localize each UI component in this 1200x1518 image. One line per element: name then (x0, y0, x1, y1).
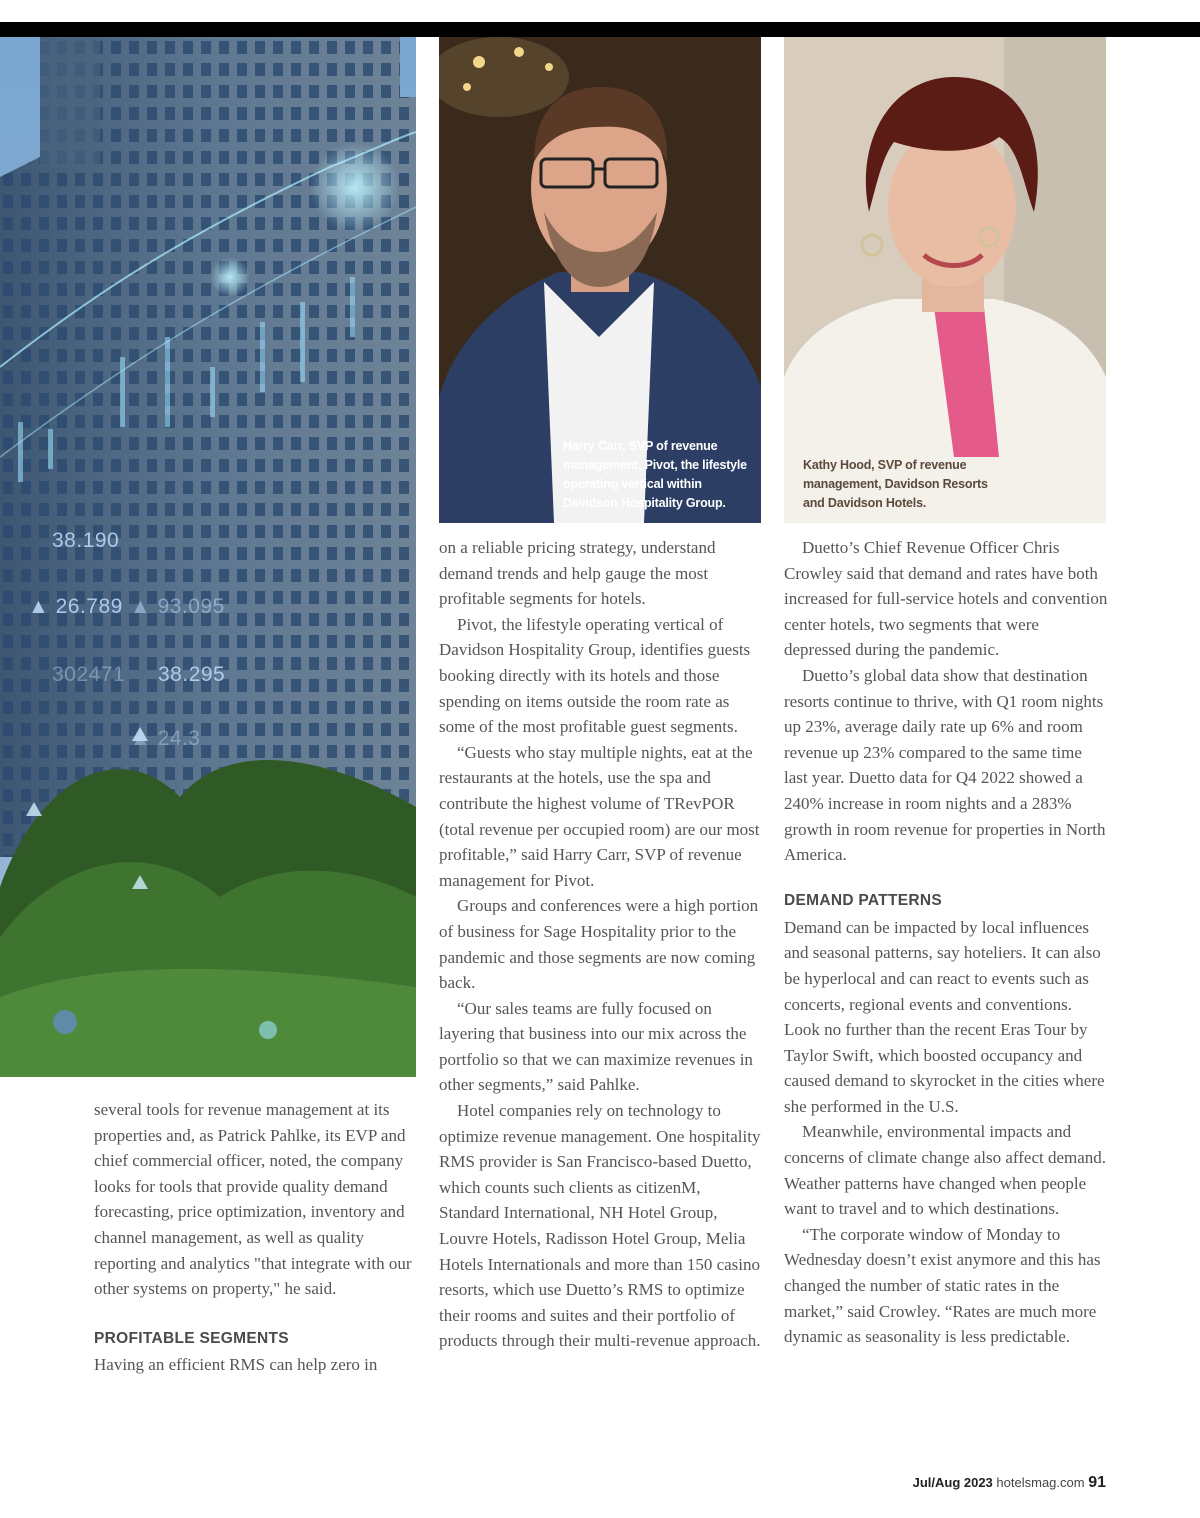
top-black-bar (0, 22, 1200, 37)
body-paragraph: Duetto’s global data show that destination resorts continue to thrive, with Q1 room nights up 23%, average daily rate up 6% and room revenue up 23% compared to the same time last year. Duetto data for Q4 2022 showed a 240% increase in room nights and a 283% growth in room revenue for properties in North America. (784, 665, 1106, 865)
body-paragraph: Pivot, the lifestyle operating vertical of Davidson Hospitality Group, identifies guests booking directly with its hotels and those spending on items outside the room rate as some of the most profitable guest segments. (439, 614, 751, 737)
body-paragraph: Demand can be impacted by local influences and seasonal patterns, say hoteliers. It can also be hyperlocal and can react to events such as concerts, regional events and conventions. Look no further than the recent Eras Tour by Taylor Swift, which boosted occupancy and caused demand to skyrocket in the cities where she performed in the U.S. (784, 917, 1105, 1116)
page-number: 91 (1088, 1474, 1106, 1491)
portrait-kathy-hood (784, 37, 1106, 523)
issue-date: Jul/Aug 2023 (912, 1475, 993, 1490)
body-paragraph: “Our sales teams are fully focused on layering that business into our mix across the portfolio so that we can maximize revenues in other segments,” said Pahlke. (439, 998, 753, 1095)
body-paragraph: Duetto’s Chief Revenue Officer Chris Crowley said that demand and rates have both increased for full-service hotels and convention center hotels, two segments that were depressed during the pandemic. (784, 538, 1108, 660)
section-heading: DEMAND PATTERNS (784, 891, 943, 909)
ticker-value: ▲ 24.3 (130, 727, 201, 750)
ticker-value: 38.295 (158, 663, 226, 686)
photo-caption: Harry Carr, SVP of revenue management, Pivot, the lifestyle operating vertical within Davidson Hospitality Group. (563, 439, 747, 510)
body-paragraph: Hotel companies rely on technology to optimize revenue management. One hospitality RMS provider is San Francisco-based Duetto, which counts such clients as citizenM, Standard International, NH Hotel Group, Louvre Hotels, Radisson Hotel Group, Melia Hotels Internationals and more than 150 casino resorts, which use Duetto’s RMS to optimize their rooms and suites and their portfolio of products through their multi-revenue approach. (439, 1101, 761, 1351)
ticker-value: ▲ 93.095 (130, 595, 225, 618)
ticker-value: 302471 (52, 663, 126, 686)
photo-caption: Kathy Hood, SVP of revenue management, Davidson Resorts and Davidson Hotels. (803, 458, 988, 510)
website[interactable]: hotelsmag.com (996, 1475, 1085, 1490)
section-heading: PROFITABLE SEGMENTS (94, 1329, 289, 1347)
body-paragraph: “Guests who stay multiple nights, eat at the restaurants at the hotels, use the spa and contribute the highest volume of TRevPOR (total revenue per occupied room) are our most profitable,” said Harry Carr, SVP of revenue management for Pivot. (439, 742, 760, 890)
body-paragraph: on a reliable pricing strategy, understand demand trends and help gauge the most profitable segments for hotels. (439, 538, 716, 609)
page-footer (913, 1474, 1106, 1492)
city-building-photo (0, 37, 416, 1077)
body-paragraph: Groups and conferences were a high portion of business for Sage Hospitality prior to the pandemic and those segments are now coming back. (439, 896, 759, 993)
body-paragraph: several tools for revenue management at its properties and, as Patrick Pahlke, its EVP and chief commercial officer, noted, the company looks for tools that provide quality demand forecasting, price optimization, inventory and channel management, as well as quality reporting and analytics "that integrate with our other systems on property," he said. (94, 1100, 412, 1299)
body-paragraph: Meanwhile, environmental impacts and concerns of climate change also affect demand. Weather patterns have changed when people want to travel and to which destinations. (784, 1122, 1107, 1219)
ticker-value: ▲ 26.789 (28, 595, 123, 618)
portrait-harry-carr (439, 37, 761, 523)
article-column-3 (784, 535, 1108, 1350)
article-column-2 (439, 535, 763, 1354)
body-paragraph: Having an efficient RMS can help zero in (94, 1354, 378, 1374)
body-paragraph: “The corporate window of Monday to Wednesday doesn’t exist anymore and this has changed the number of static rates in the market,” said Crowley. “Rates are much more dynamic as seasonality is less predictable. (784, 1224, 1101, 1347)
article-column-1 (94, 1097, 416, 1377)
ticker-value: 38.190 (52, 529, 120, 552)
